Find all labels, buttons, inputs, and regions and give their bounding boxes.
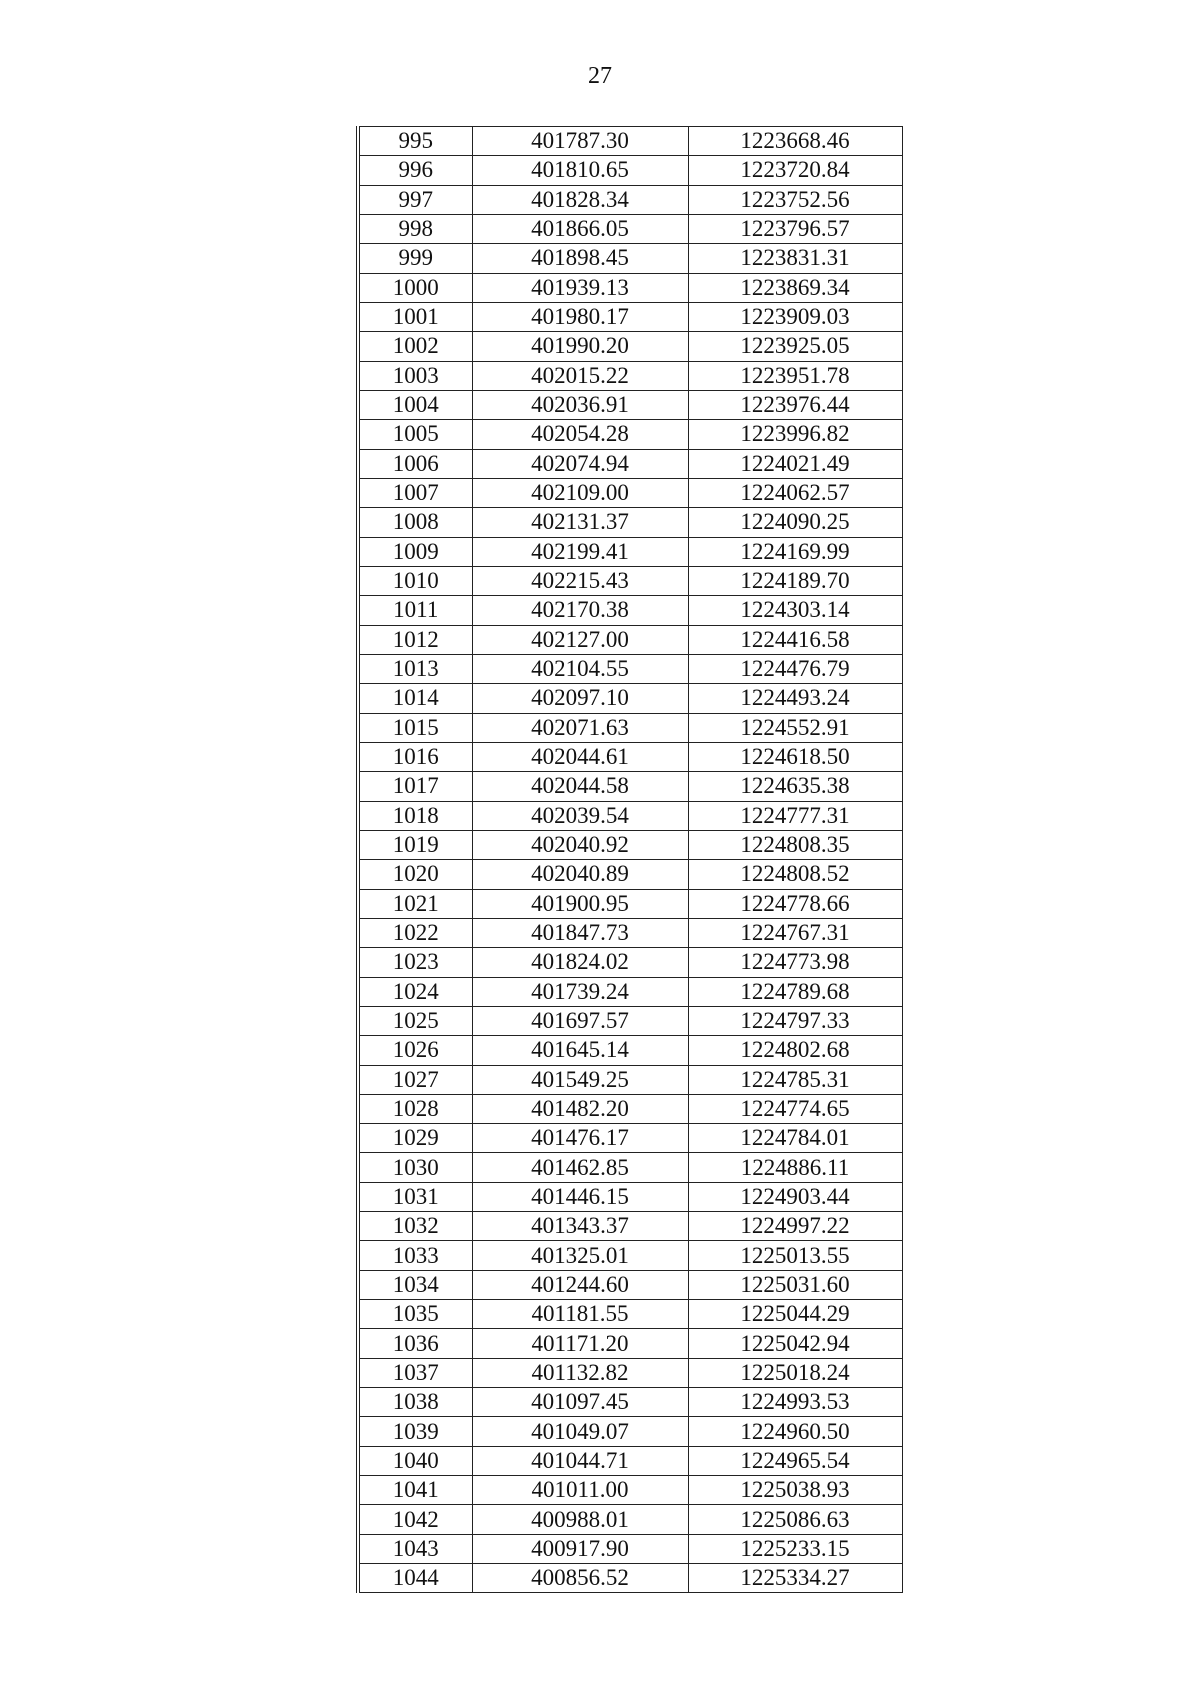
point-number-cell: 1012 [358,625,472,654]
y-coordinate-cell: 1224476.79 [688,654,902,683]
point-number-cell: 1005 [358,420,472,449]
x-coordinate-cell: 402074.94 [472,449,688,478]
point-number-cell: 1014 [358,684,472,713]
table-row [358,1124,902,1153]
x-coordinate-cell: 401828.34 [472,185,688,214]
table-row [358,918,902,947]
point-number-cell: 1042 [358,1505,472,1534]
point-number-cell: 1039 [358,1417,472,1446]
y-coordinate-cell: 1224635.38 [688,772,902,801]
table-row [358,1476,902,1505]
table-row [358,742,902,771]
point-number-cell: 1038 [358,1388,472,1417]
point-number-cell: 1001 [358,302,472,331]
x-coordinate-cell: 401990.20 [472,332,688,361]
table-row [358,185,902,214]
y-coordinate-cell: 1224618.50 [688,742,902,771]
x-coordinate-cell: 401446.15 [472,1182,688,1211]
point-number-cell: 1010 [358,566,472,595]
point-number-cell: 1026 [358,1036,472,1065]
y-coordinate-cell: 1224021.49 [688,449,902,478]
y-coordinate-cell: 1223796.57 [688,214,902,243]
y-coordinate-cell: 1224778.66 [688,889,902,918]
table-row [358,156,902,185]
y-coordinate-cell: 1224789.68 [688,977,902,1006]
x-coordinate-cell: 402104.55 [472,654,688,683]
y-coordinate-cell: 1224808.35 [688,830,902,859]
table-row [358,1241,902,1270]
x-coordinate-cell: 401462.85 [472,1153,688,1182]
table-row [358,1505,902,1534]
point-number-cell: 1025 [358,1006,472,1035]
table-row [358,1212,902,1241]
x-coordinate-cell: 401044.71 [472,1446,688,1475]
x-coordinate-cell: 402040.89 [472,860,688,889]
table-row [358,1329,902,1358]
table-row [358,1358,902,1387]
table-row [358,390,902,419]
coordinates-table-body [358,127,902,1593]
point-number-cell: 1040 [358,1446,472,1475]
y-coordinate-cell: 1225031.60 [688,1270,902,1299]
x-coordinate-cell: 401697.57 [472,1006,688,1035]
y-coordinate-cell: 1224777.31 [688,801,902,830]
y-coordinate-cell: 1223668.46 [688,127,902,156]
table-row [358,1182,902,1211]
y-coordinate-cell: 1224416.58 [688,625,902,654]
x-coordinate-cell: 400856.52 [472,1564,688,1593]
point-number-cell: 1017 [358,772,472,801]
y-coordinate-cell: 1223752.56 [688,185,902,214]
table-row [358,508,902,537]
point-number-cell: 1035 [358,1300,472,1329]
coordinates-table [356,126,903,1593]
x-coordinate-cell: 401739.24 [472,977,688,1006]
point-number-cell: 1033 [358,1241,472,1270]
x-coordinate-cell: 401866.05 [472,214,688,243]
table-row [358,420,902,449]
table-row [358,1065,902,1094]
table-row [358,273,902,302]
x-coordinate-cell: 400917.90 [472,1534,688,1563]
point-number-cell: 1018 [358,801,472,830]
table-row [358,977,902,1006]
table-row [358,1094,902,1123]
x-coordinate-cell: 402054.28 [472,420,688,449]
point-number-cell: 1009 [358,537,472,566]
table-row [358,1388,902,1417]
point-number-cell: 1041 [358,1476,472,1505]
table-row [358,1270,902,1299]
table-row [358,214,902,243]
y-coordinate-cell: 1225044.29 [688,1300,902,1329]
x-coordinate-cell: 402044.58 [472,772,688,801]
point-number-cell: 1027 [358,1065,472,1094]
point-number-cell: 1015 [358,713,472,742]
y-coordinate-cell: 1224808.52 [688,860,902,889]
x-coordinate-cell: 402170.38 [472,596,688,625]
point-number-cell: 1007 [358,478,472,507]
table-row [358,948,902,977]
table-row [358,449,902,478]
point-number-cell: 1021 [358,889,472,918]
table-row [358,1153,902,1182]
x-coordinate-cell: 401900.95 [472,889,688,918]
x-coordinate-cell: 402015.22 [472,361,688,390]
x-coordinate-cell: 401939.13 [472,273,688,302]
point-number-cell: 996 [358,156,472,185]
x-coordinate-cell: 401824.02 [472,948,688,977]
y-coordinate-cell: 1224785.31 [688,1065,902,1094]
y-coordinate-cell: 1225086.63 [688,1505,902,1534]
y-coordinate-cell: 1223976.44 [688,390,902,419]
x-coordinate-cell: 401097.45 [472,1388,688,1417]
point-number-cell: 999 [358,244,472,273]
table-row [358,684,902,713]
x-coordinate-cell: 402036.91 [472,390,688,419]
table-row [358,127,902,156]
x-coordinate-cell: 402131.37 [472,508,688,537]
y-coordinate-cell: 1224784.01 [688,1124,902,1153]
point-number-cell: 1016 [358,742,472,771]
y-coordinate-cell: 1225018.24 [688,1358,902,1387]
x-coordinate-cell: 401847.73 [472,918,688,947]
y-coordinate-cell: 1224797.33 [688,1006,902,1035]
point-number-cell: 1008 [358,508,472,537]
table-row [358,772,902,801]
y-coordinate-cell: 1224773.98 [688,948,902,977]
table-row [358,1564,902,1593]
point-number-cell: 1024 [358,977,472,1006]
y-coordinate-cell: 1224965.54 [688,1446,902,1475]
table-row [358,801,902,830]
point-number-cell: 1043 [358,1534,472,1563]
point-number-cell: 995 [358,127,472,156]
x-coordinate-cell: 401482.20 [472,1094,688,1123]
y-coordinate-cell: 1223951.78 [688,361,902,390]
point-number-cell: 1000 [358,273,472,302]
point-number-cell: 1029 [358,1124,472,1153]
point-number-cell: 1023 [358,948,472,977]
point-number-cell: 1020 [358,860,472,889]
table-row [358,830,902,859]
table-row [358,1006,902,1035]
y-coordinate-cell: 1224493.24 [688,684,902,713]
point-number-cell: 998 [358,214,472,243]
y-coordinate-cell: 1224767.31 [688,918,902,947]
x-coordinate-cell: 401181.55 [472,1300,688,1329]
y-coordinate-cell: 1225013.55 [688,1241,902,1270]
table-row [358,889,902,918]
table-row [358,566,902,595]
table-row [358,713,902,742]
y-coordinate-cell: 1224169.99 [688,537,902,566]
x-coordinate-cell: 401244.60 [472,1270,688,1299]
y-coordinate-cell: 1224802.68 [688,1036,902,1065]
x-coordinate-cell: 401810.65 [472,156,688,185]
x-coordinate-cell: 401343.37 [472,1212,688,1241]
x-coordinate-cell: 401476.17 [472,1124,688,1153]
y-coordinate-cell: 1224886.11 [688,1153,902,1182]
y-coordinate-cell: 1225233.15 [688,1534,902,1563]
x-coordinate-cell: 401049.07 [472,1417,688,1446]
x-coordinate-cell: 402215.43 [472,566,688,595]
table-row [358,654,902,683]
point-number-cell: 1032 [358,1212,472,1241]
x-coordinate-cell: 401549.25 [472,1065,688,1094]
table-row [358,361,902,390]
y-coordinate-cell: 1224062.57 [688,478,902,507]
point-number-cell: 1022 [358,918,472,947]
x-coordinate-cell: 402040.92 [472,830,688,859]
point-number-cell: 1003 [358,361,472,390]
point-number-cell: 1002 [358,332,472,361]
table-row [358,1417,902,1446]
y-coordinate-cell: 1224189.70 [688,566,902,595]
point-number-cell: 1019 [358,830,472,859]
x-coordinate-cell: 401787.30 [472,127,688,156]
point-number-cell: 1028 [358,1094,472,1123]
y-coordinate-cell: 1224997.22 [688,1212,902,1241]
point-number-cell: 997 [358,185,472,214]
y-coordinate-cell: 1224960.50 [688,1417,902,1446]
table-row [358,1300,902,1329]
x-coordinate-cell: 401645.14 [472,1036,688,1065]
page-number: 27 [588,63,612,89]
table-row [358,1036,902,1065]
x-coordinate-cell: 401011.00 [472,1476,688,1505]
y-coordinate-cell: 1224903.44 [688,1182,902,1211]
x-coordinate-cell: 402199.41 [472,537,688,566]
x-coordinate-cell: 402039.54 [472,801,688,830]
table-row [358,596,902,625]
point-number-cell: 1037 [358,1358,472,1387]
x-coordinate-cell: 402071.63 [472,713,688,742]
table-row [358,1534,902,1563]
y-coordinate-cell: 1225042.94 [688,1329,902,1358]
x-coordinate-cell: 401171.20 [472,1329,688,1358]
y-coordinate-cell: 1224774.65 [688,1094,902,1123]
table-row [358,302,902,331]
point-number-cell: 1006 [358,449,472,478]
y-coordinate-cell: 1224303.14 [688,596,902,625]
x-coordinate-cell: 402127.00 [472,625,688,654]
table-row [358,244,902,273]
table-row [358,478,902,507]
table-row [358,1446,902,1475]
y-coordinate-cell: 1223996.82 [688,420,902,449]
point-number-cell: 1004 [358,390,472,419]
y-coordinate-cell: 1223909.03 [688,302,902,331]
y-coordinate-cell: 1223869.34 [688,273,902,302]
point-number-cell: 1013 [358,654,472,683]
y-coordinate-cell: 1224993.53 [688,1388,902,1417]
y-coordinate-cell: 1224090.25 [688,508,902,537]
x-coordinate-cell: 401898.45 [472,244,688,273]
x-coordinate-cell: 400988.01 [472,1505,688,1534]
y-coordinate-cell: 1223831.31 [688,244,902,273]
point-number-cell: 1036 [358,1329,472,1358]
point-number-cell: 1034 [358,1270,472,1299]
x-coordinate-cell: 401132.82 [472,1358,688,1387]
point-number-cell: 1031 [358,1182,472,1211]
y-coordinate-cell: 1223720.84 [688,156,902,185]
y-coordinate-cell: 1225038.93 [688,1476,902,1505]
point-number-cell: 1044 [358,1564,472,1593]
y-coordinate-cell: 1225334.27 [688,1564,902,1593]
x-coordinate-cell: 401325.01 [472,1241,688,1270]
x-coordinate-cell: 402044.61 [472,742,688,771]
point-number-cell: 1011 [358,596,472,625]
table-row [358,860,902,889]
x-coordinate-cell: 402097.10 [472,684,688,713]
y-coordinate-cell: 1223925.05 [688,332,902,361]
y-coordinate-cell: 1224552.91 [688,713,902,742]
table-row [358,537,902,566]
table-row [358,332,902,361]
point-number-cell: 1030 [358,1153,472,1182]
x-coordinate-cell: 401980.17 [472,302,688,331]
table-row [358,625,902,654]
x-coordinate-cell: 402109.00 [472,478,688,507]
